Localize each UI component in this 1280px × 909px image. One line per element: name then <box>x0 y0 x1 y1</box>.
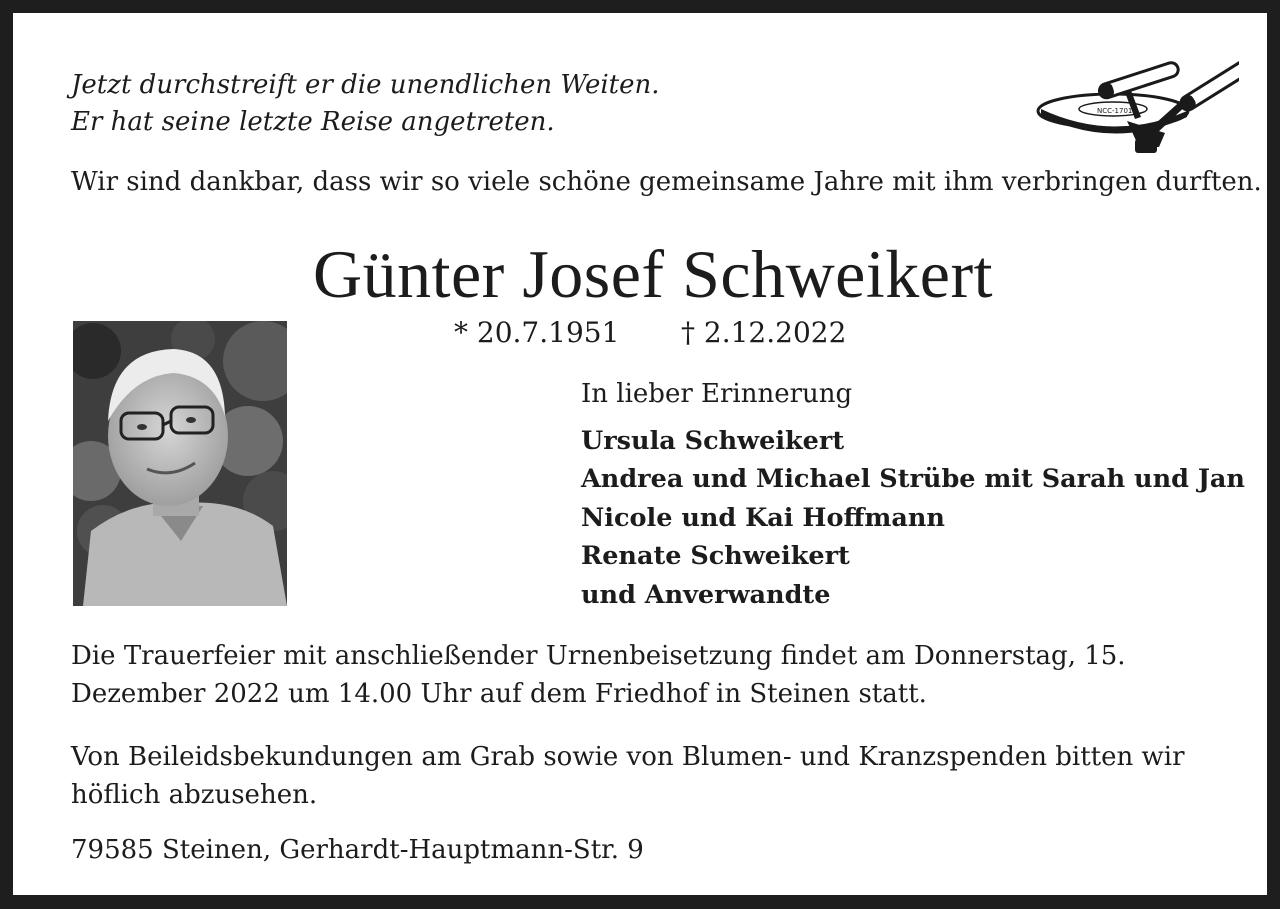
mourners-list <box>581 422 1245 614</box>
address: 79585 Steinen, Gerhardt-Hauptmann-Str. 9 <box>71 835 644 865</box>
mourner: Andrea und Michael Strübe mit Sarah und Jan <box>581 464 1245 495</box>
motto <box>71 67 660 141</box>
ceremony-text: Die Trauerfeier mit anschließender Urnenbeisetzung findet am Donnerstag, 15. Dezember 2022 um 14.00 Uhr auf dem Friedhof in Steinen statt. <box>71 641 1126 709</box>
memory-heading: In lieber Erinnerung <box>581 379 853 409</box>
deceased-name: Günter Josef Schweikert <box>313 236 993 312</box>
birth-date: * 20.7.1951 <box>454 316 620 349</box>
starship-icon <box>1035 51 1239 159</box>
thanks-text: Wir sind dankbar, dass wir so viele schöne gemeinsame Jahre mit ihm verbringen durften. <box>71 167 1262 197</box>
death-date: † 2.12.2022 <box>681 316 847 349</box>
condolences-text: Von Beileidsbekundungen am Grab sowie von Blumen- und Kranzspenden bitten wir höflich abzusehen. <box>71 742 1185 810</box>
svg-text:NCC-1701: NCC-1701 <box>1097 107 1133 115</box>
mourner: Nicole und Kai Hoffmann <box>581 502 945 533</box>
motto-line-2: Er hat seine letzte Reise angetreten. <box>71 107 555 137</box>
mourner: Renate Schweikert <box>581 541 850 572</box>
motto-line-1: Jetzt durchstreift er die unendlichen Weiten. <box>71 70 660 100</box>
mourner: und Anverwandte <box>581 579 831 610</box>
portrait-photo <box>73 321 287 606</box>
mourner: Ursula Schweikert <box>581 426 845 456</box>
